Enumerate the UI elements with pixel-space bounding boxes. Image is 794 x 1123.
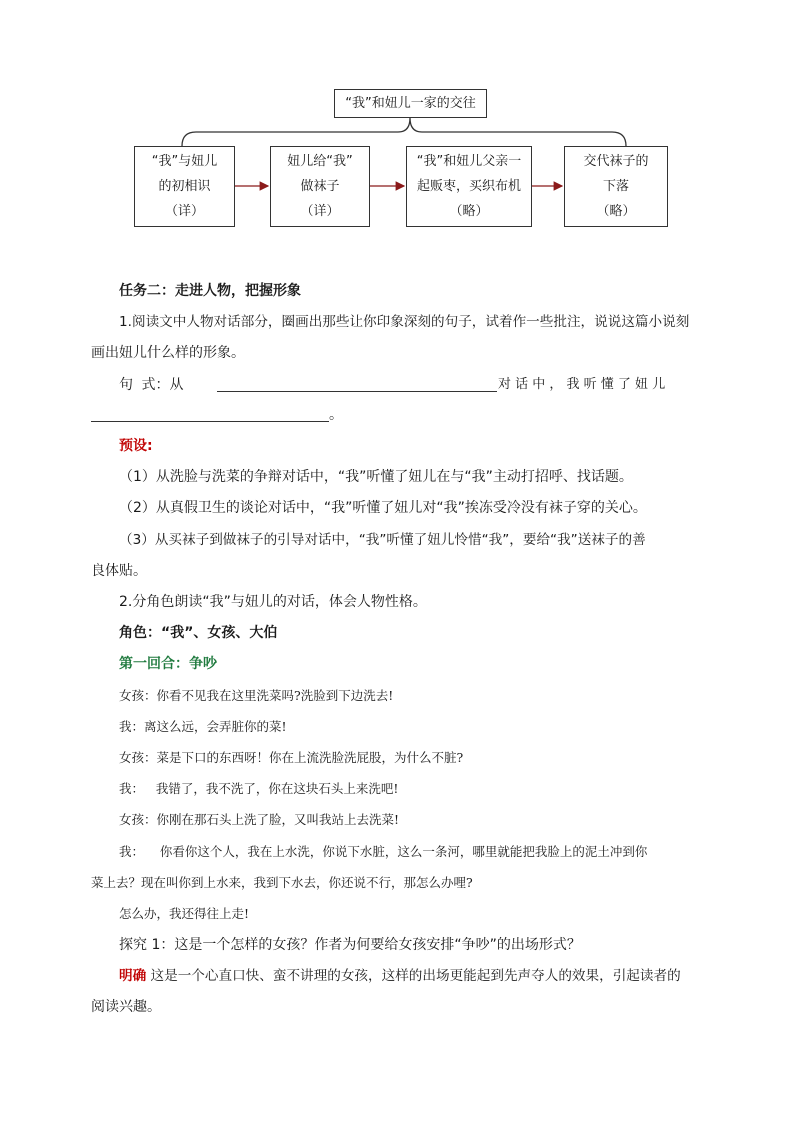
sentence-pattern-mid: 对 话 中 ， 我 听 懂 了 妞 儿 [498, 377, 666, 392]
dialogue-line-3: 女孩：菜是下口的东西呀！你在上流洗脸洗屁股，为什么不脏? [119, 750, 464, 765]
box-3-line-1: “我”和妞儿父亲一 [416, 154, 522, 169]
dialogue-line-1: 女孩：你看不见我在这里洗菜吗?洗脸到下边洗去! [119, 688, 394, 703]
diagram-box-2 [270, 146, 370, 227]
box-2-line-3: （详） [300, 204, 340, 219]
dialogue-line-4: 我： 我错了，我不洗了，你在这块石头上来洗吧! [119, 781, 399, 796]
sentence-pattern-end: 。 [329, 407, 343, 423]
preset-label: 预设: [119, 438, 153, 454]
dialogue-line-5: 女孩：你刚在那石头上洗了脸，又叫我站上去洗菜! [119, 812, 400, 827]
diagram-box-1 [134, 146, 235, 227]
task2-heading: 任务二：走进人物，把握形象 [119, 283, 301, 299]
answer-label: 明确 [119, 968, 147, 984]
diagram-box-3 [406, 146, 532, 227]
dialogue-line-6: 我： 你看你这个人，我在上水洗，你说下水脏，这么一条河，哪里就能把我脸上的泥土冲到你 [119, 844, 648, 859]
box-4-line-1: 交代袜子的 [583, 154, 649, 169]
answer-text-1: 这是一个心直口快、蛮不讲理的女孩，这样的出场更能起到先声夺人的效果，引起读者的 [150, 968, 681, 984]
preset-2: （2）从真假卫生的谈论对话中，“我”听懂了妞儿对“我”挨冻受冷没有袜子穿的关心。 [119, 500, 647, 516]
blank-line-1 [217, 391, 497, 392]
dialogue-line-8: 怎么办，我还得往上走! [119, 906, 250, 921]
preset-1: （1）从洗脸与洗菜的争辩对话中，“我”听懂了妞儿在与“我”主动打招呼、找话题。 [119, 469, 633, 485]
blank-line-2 [91, 421, 329, 422]
answer-line-1 [119, 967, 681, 985]
q2: 2.分角色朗读“我”与妞儿的对话，体会人物性格。 [119, 594, 427, 610]
dialogue-line-7: 菜上去？现在叫你到上水来，我到下水去，你还说不行，那怎么办哩? [91, 875, 473, 890]
answer-line-2: 阅读兴趣。 [91, 999, 161, 1015]
round-1-heading: 第一回合：争吵 [119, 656, 217, 672]
box-3-line-2: 起贩枣，买织布机 [416, 179, 521, 194]
box-2-line-2: 做袜子 [300, 179, 340, 194]
preset-3-line-1: （3）从买袜子到做袜子的引导对话中，“我”听懂了妞儿怜惜“我”，要给“我”送袜子的善 [119, 532, 646, 548]
diagram-title: “我”和妞儿一家的交往 [345, 96, 476, 111]
roles: 角色：“我”、女孩、大伯 [119, 625, 278, 641]
box-1-line-1: “我”与妞儿 [151, 154, 218, 169]
diagram-box-4 [564, 146, 668, 227]
dialogue-line-2: 我：离这么远，会弄脏你的菜! [119, 719, 287, 734]
box-2-line-1: 妞儿给“我” [287, 154, 353, 169]
sentence-pattern-label: 句 式：从 [119, 377, 184, 393]
box-4-line-2: 下落 [602, 179, 629, 194]
preset-3-line-2: 良体贴。 [91, 563, 147, 579]
box-3-line-3: （略） [449, 204, 489, 219]
q1-line-1: 1.阅读文中人物对话部分，圈画出那些让你印象深刻的句子，试着作一些批注，说说这篇小说刻 [119, 314, 690, 330]
explore-1: 探究 1：这是一个怎样的女孩？作者为何要给女孩安排“争吵”的出场形式？ [119, 937, 581, 953]
box-1-line-2: 的初相识 [158, 179, 211, 194]
diagram-title-box [334, 89, 487, 118]
box-1-line-3: （详） [164, 204, 204, 219]
q1-line-2: 画出妞儿什么样的形象。 [91, 345, 245, 361]
box-4-line-3: （略） [596, 204, 636, 219]
diagram-connectors [0, 0, 794, 260]
bracket-connector [182, 118, 626, 146]
